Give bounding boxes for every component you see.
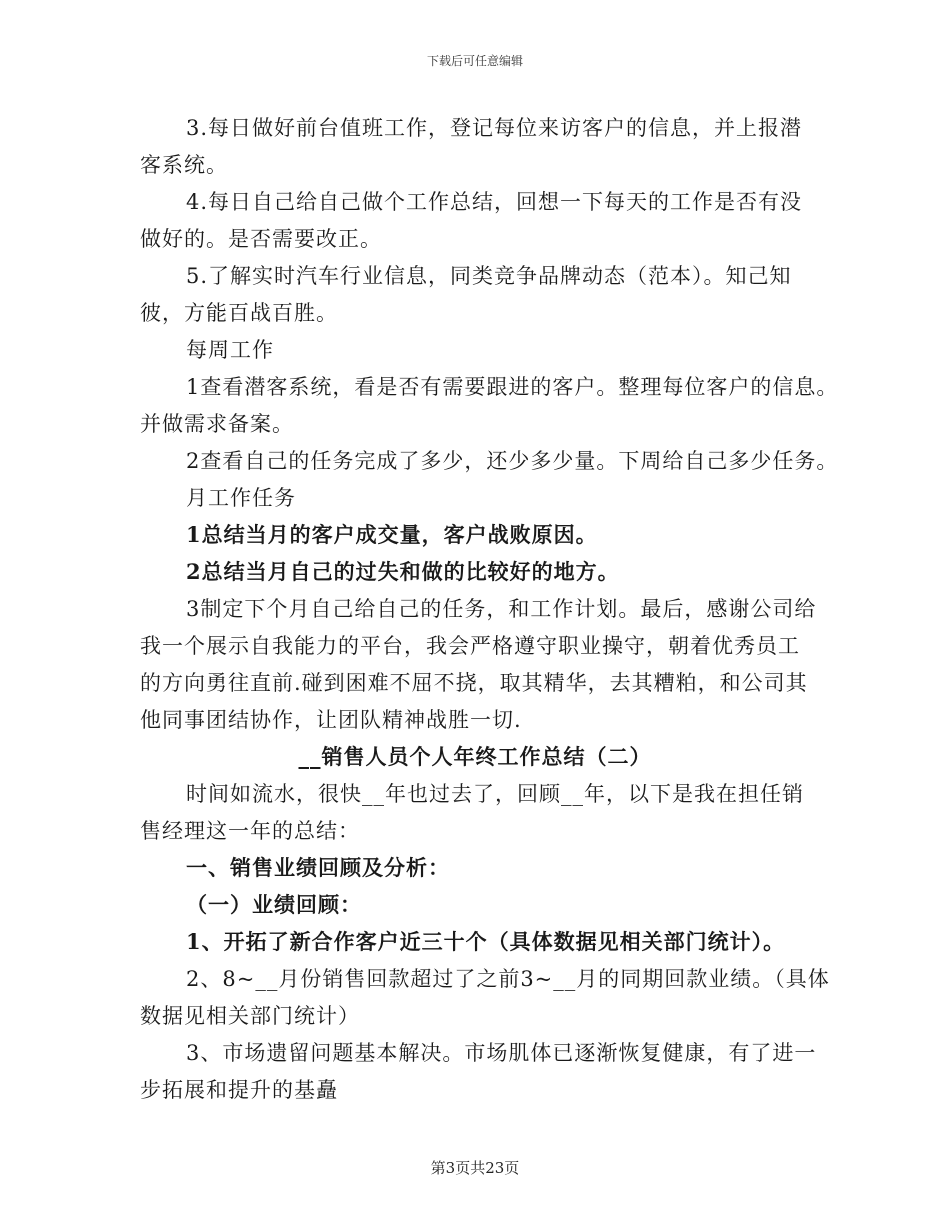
section-heading: 每周工作 [186, 338, 274, 362]
text-line: 3、市场遗留问题基本解决。市场肌体已逐渐恢复健康，有了进一 [186, 1041, 817, 1065]
text-line: 并做需求备案。 [140, 412, 294, 436]
section-heading: 一、销售业绩回顾及分析： [186, 855, 450, 880]
text-line: 1查看潜客系统，看是否有需要跟进的客户。整理每位客户的信息。 [186, 375, 839, 399]
text-line-bold: 2总结当月自己的过失和做的比较好的地方。 [186, 559, 620, 584]
text-line: 彼，方能百战百胜。 [140, 301, 338, 325]
text-line: 3.每日做好前台值班工作，登记每位来访客户的信息，并上报潜 [186, 116, 803, 140]
section-heading: 月工作任务 [186, 486, 296, 510]
text-line: 2查看自己的任务完成了多少，还少多少量。下周给自己多少任务。 [186, 449, 839, 473]
text-line: 3制定下个月自己给自己的任务，和工作计划。最后，感谢公司给 [186, 597, 817, 621]
text-line: 做好的。是否需要改正。 [140, 227, 382, 251]
text-line-bold: 1、开拓了新合作客户近三十个（具体数据见相关部门统计）。 [186, 929, 786, 954]
page-footer: 第3页共23页 [430, 1159, 520, 1177]
text-line: 4.每日自己给自己做个工作总结，回想一下每天的工作是否有没 [186, 190, 803, 214]
text-line: 2、8~__月份销售回款超过了之前3~__月的同期回款业绩。（具体 [186, 967, 830, 991]
document-title: __销售人员个人年终工作总结（二） [298, 744, 652, 769]
text-line: 他同事团结协作，让团队精神战胜一切. [140, 708, 522, 732]
text-line: 的方向勇往直前.碰到困难不屈不挠，取其精华，去其糟粕，和公司其 [140, 671, 808, 695]
text-line: 客系统。 [140, 153, 228, 177]
text-line: 售经理这一年的总结： [140, 819, 360, 843]
text-line: 数据见相关部门统计） [140, 1004, 360, 1028]
text-line: 时间如流水，很快__年也过去了，回顾__年，以下是我在担任销 [186, 782, 804, 806]
text-line-bold: 1总结当月的客户成交量，客户战败原因。 [186, 522, 598, 547]
text-line: 步拓展和提升的基矗 [140, 1078, 338, 1102]
page-header: 下载后可任意编辑 [426, 54, 523, 68]
text-line: 我一个展示自我能力的平台，我会严格遵守职业操守，朝着优秀员工 [140, 634, 800, 658]
text-line: 5.了解实时汽车行业信息，同类竞争品牌动态（范本）。知己知 [186, 264, 792, 288]
subsection-heading: （一）业绩回顾： [186, 892, 362, 917]
